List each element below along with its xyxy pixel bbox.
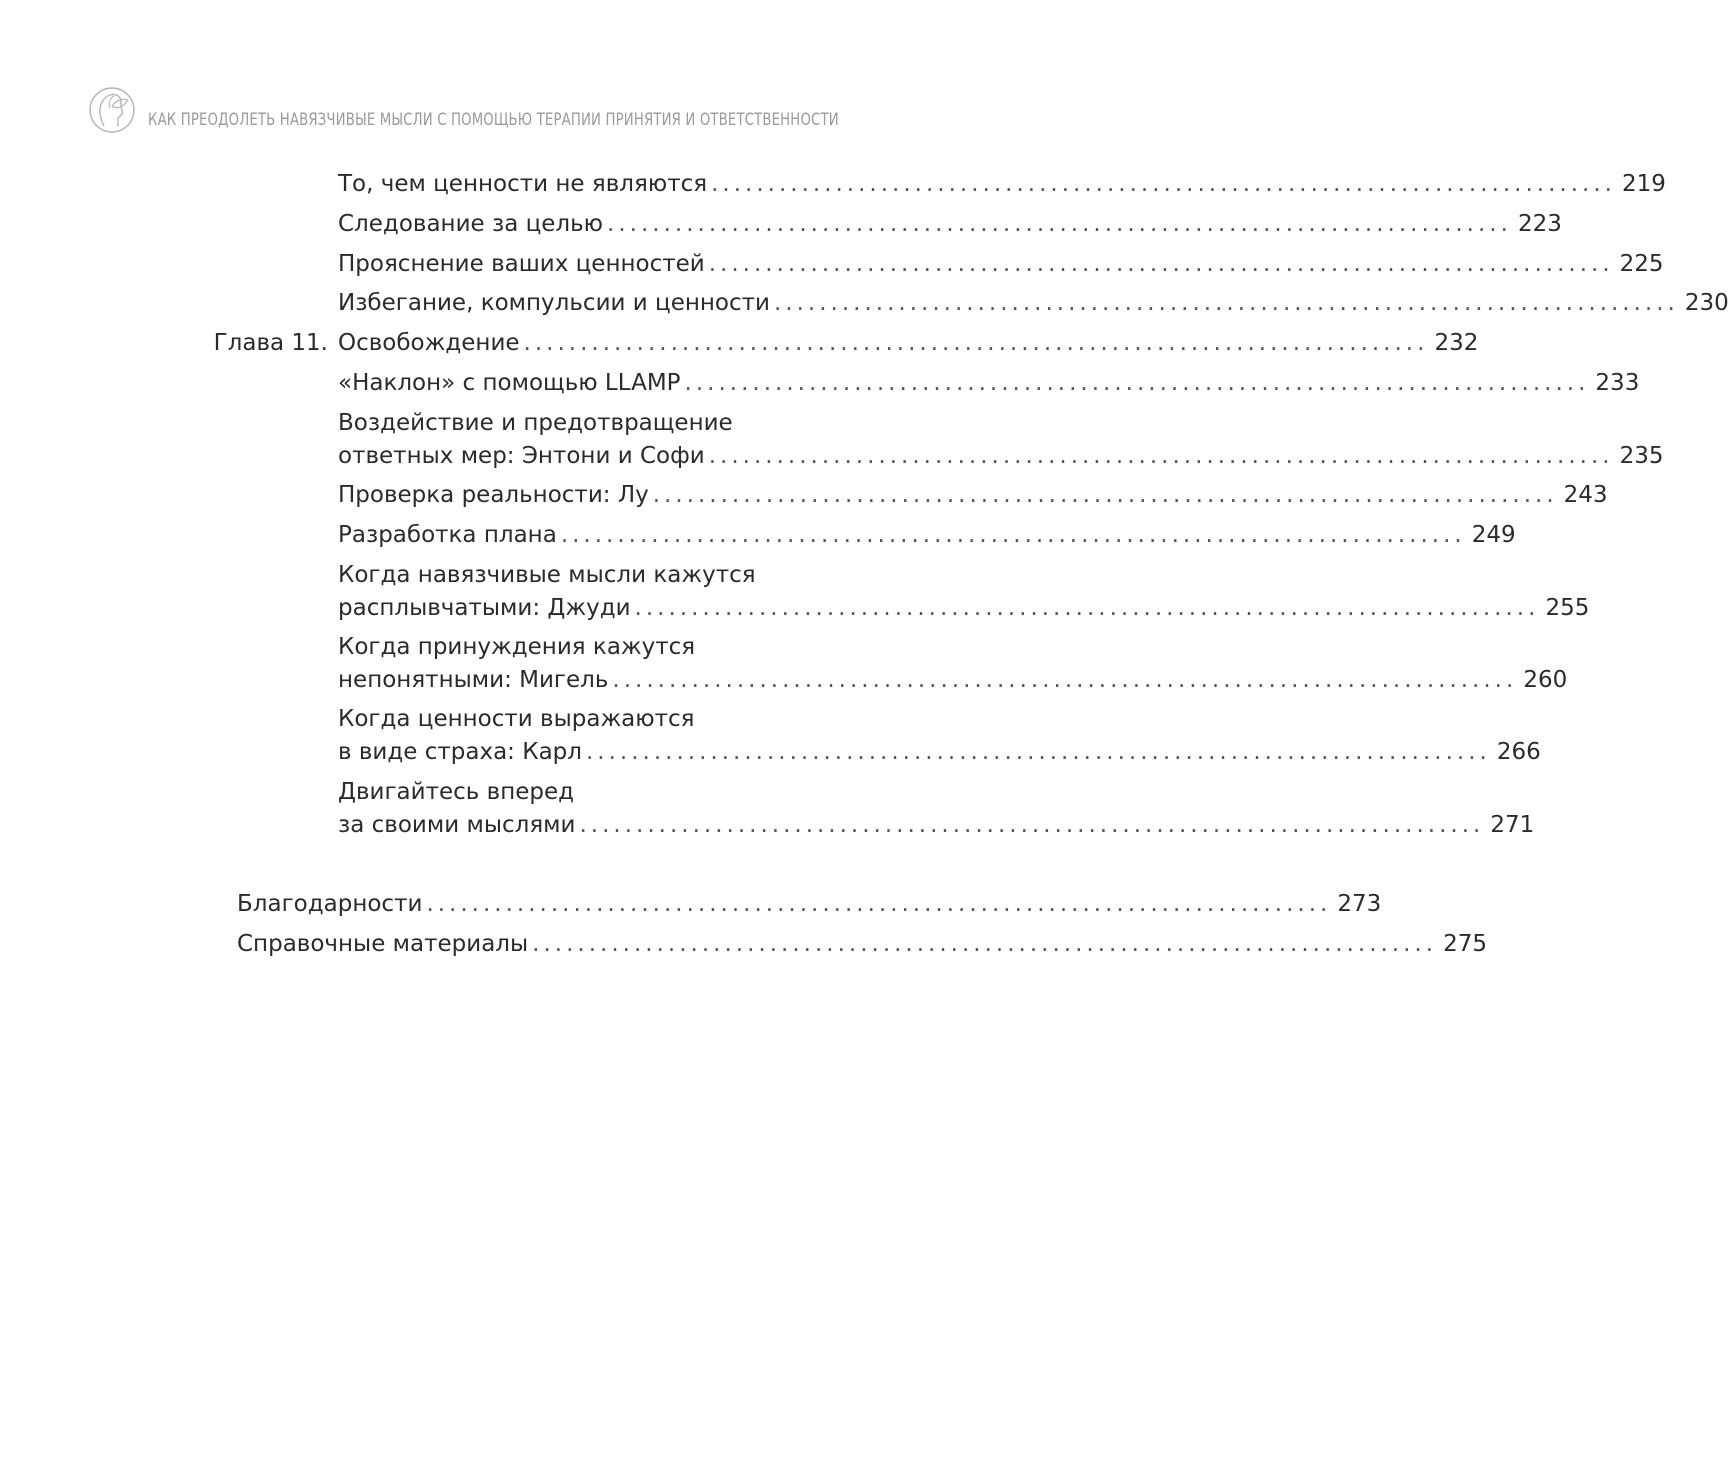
entry-title: «Наклон» с помощью LLAMP — [338, 370, 681, 396]
dot-leader: ................................................................................ — [684, 370, 1590, 396]
entry-title: Следование за целью — [338, 211, 604, 237]
entry-title: ответных мер: Энтони и Софи — [338, 443, 705, 469]
entry-title: за своими мыслями — [338, 812, 576, 838]
entry-title: в виде страха: Карл — [338, 739, 582, 765]
entry-title: расплывчатыми: Джуди — [338, 595, 631, 621]
dot-leader: ................................................................................ — [652, 482, 1558, 508]
entry-title: Разработка плана — [338, 522, 557, 548]
entry-title: Проверка реальности: Лу — [338, 482, 649, 508]
page-number: 273 — [1337, 891, 1382, 917]
dot-leader: ................................................................................ — [426, 891, 1332, 917]
page-number: 271 — [1490, 812, 1535, 838]
page-number: 243 — [1563, 482, 1608, 508]
page-number: 223 — [1517, 211, 1562, 237]
toc-entry[interactable] — [338, 776, 1535, 842]
page-number: 255 — [1545, 595, 1590, 621]
dot-leader: ................................................................................ — [634, 595, 1540, 621]
toc-entry[interactable] — [338, 479, 1608, 512]
toc-back-matter-entry[interactable] — [237, 888, 1382, 921]
entry-title: Избегание, компульсии и ценности — [338, 290, 770, 316]
entry-title: Освобождение — [338, 330, 520, 356]
dot-leader: ................................................................................ — [708, 443, 1614, 469]
page-number: 249 — [1471, 522, 1516, 548]
dot-leader: ................................................................................ — [585, 739, 1491, 765]
page-number: 225 — [1619, 251, 1664, 277]
entry-title: Двигайтесь вперед — [338, 779, 575, 805]
toc-entry[interactable] — [338, 287, 1729, 320]
dot-leader: ................................................................................ — [523, 330, 1429, 356]
page-number: 219 — [1621, 171, 1666, 197]
toc-entry[interactable] — [338, 367, 1640, 400]
toc-entry[interactable] — [338, 631, 1568, 697]
page-number: 235 — [1619, 443, 1664, 469]
dot-leader: ................................................................................ — [607, 211, 1512, 237]
toc-entry[interactable] — [213, 327, 1479, 360]
entry-title: Воздействие и предотвращение — [338, 410, 733, 436]
toc-entry[interactable] — [338, 208, 1562, 241]
toc-entry[interactable] — [338, 559, 1590, 625]
dot-leader: ................................................................................ — [708, 251, 1614, 277]
page-number: 266 — [1496, 739, 1541, 765]
dot-leader: ................................................................................ — [579, 812, 1485, 838]
toc-entry[interactable] — [338, 168, 1666, 201]
entry-title: Когда навязчивые мысли кажутся — [338, 562, 756, 588]
running-header — [86, 82, 946, 142]
page-number: 260 — [1523, 667, 1568, 693]
toc-entry[interactable] — [338, 248, 1664, 281]
page-number: 233 — [1595, 370, 1640, 396]
dot-leader: ................................................................................ — [532, 931, 1438, 957]
entry-title: Прояснение ваших ценностей — [338, 251, 705, 277]
dot-leader: ................................................................................ — [560, 522, 1466, 548]
entry-title: непонятными: Мигель — [338, 667, 609, 693]
page-number: 275 — [1443, 931, 1487, 957]
entry-title: То, чем ценности не являются — [338, 171, 708, 197]
entry-title: Когда ценности выражаются — [338, 706, 695, 732]
page-number: 230 — [1684, 290, 1729, 316]
chapter-number: Глава 11. — [213, 330, 328, 356]
dot-leader: ................................................................................ — [612, 667, 1518, 693]
page-number: 232 — [1434, 330, 1479, 356]
toc-entry[interactable] — [338, 703, 1541, 769]
entry-title: Справочные материалы — [237, 931, 529, 957]
entry-title: Благодарности — [237, 891, 423, 917]
dot-leader: ................................................................................ — [773, 290, 1679, 316]
dot-leader: ................................................................................ — [711, 171, 1616, 197]
toc-entry[interactable] — [338, 519, 1516, 552]
book-title: КАК ПРЕОДОЛЕТЬ НАВЯЗЧИВЫЕ МЫСЛИ С ПОМОЩЬЮ ТЕРАПИИ ПРИНЯТИЯ И ОТВЕТСТВЕННОСТИ — [148, 110, 839, 130]
toc-entry[interactable] — [338, 407, 1664, 473]
entry-title: Когда принуждения кажутся — [338, 634, 696, 660]
head-profile-leaf-icon — [86, 82, 138, 138]
toc-back-matter-entry[interactable] — [237, 928, 1487, 961]
